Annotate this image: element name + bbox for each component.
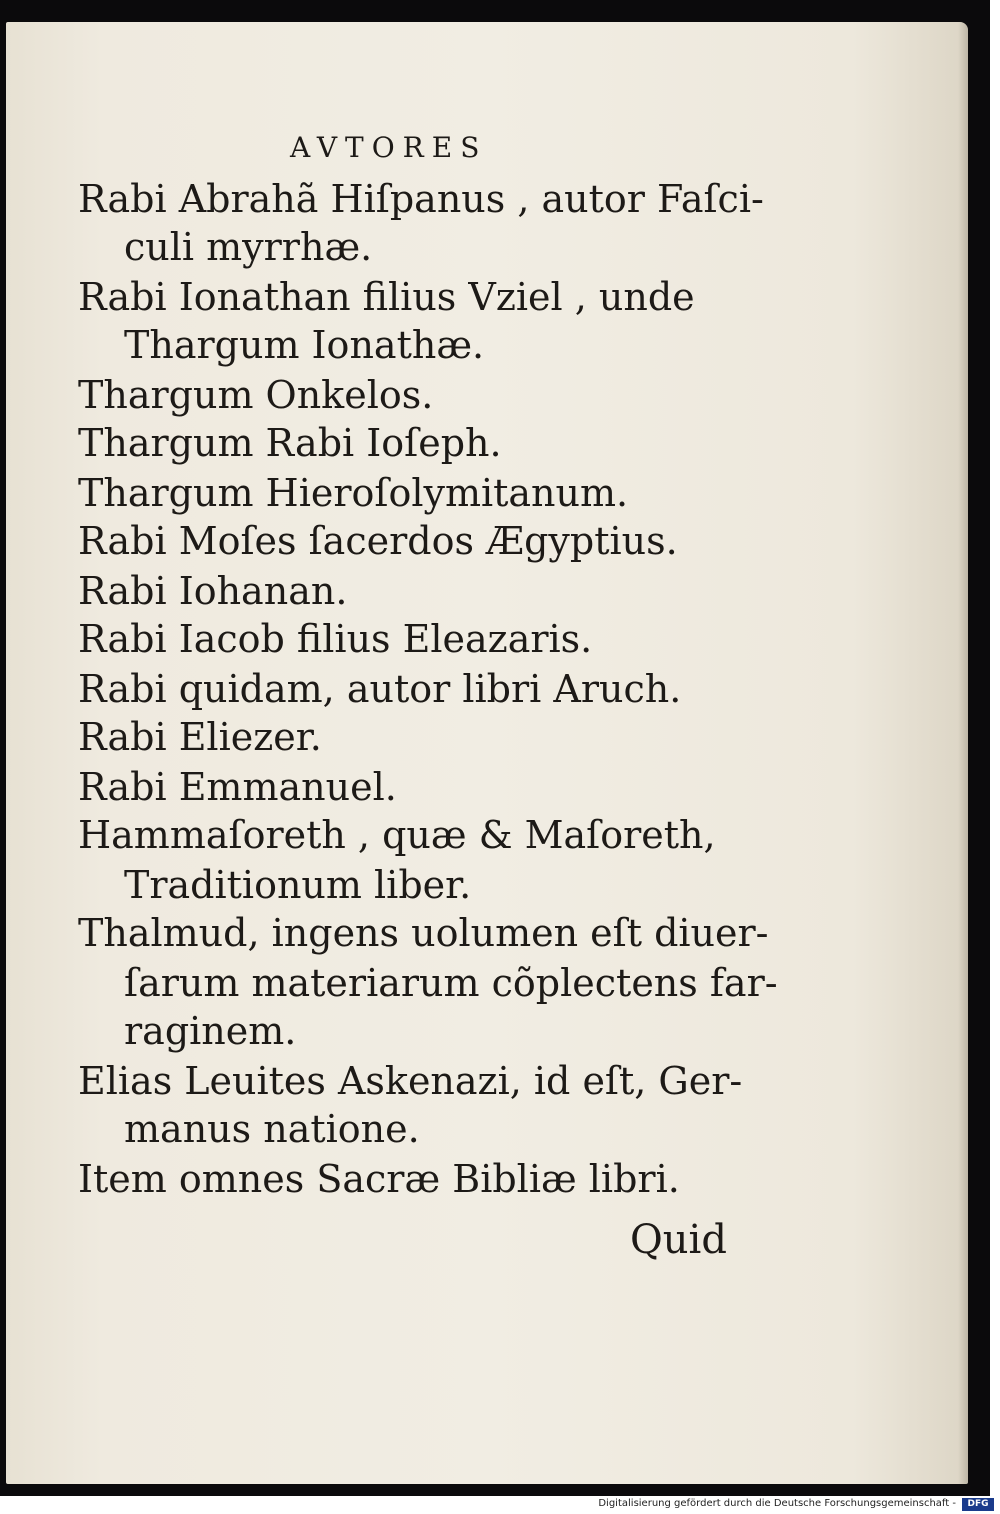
text-line: Thargum Onkelos.	[78, 373, 434, 417]
text-line: Rabi Abrahã Hiſpanus , autor Faſci-	[78, 177, 764, 221]
text-line: raginem.	[124, 1009, 297, 1053]
text-line: Thargum Hieroſolymitanum.	[78, 471, 629, 515]
text-line: Elias Leuites Askenazi, id eſt, Ger-	[78, 1059, 743, 1103]
text-line: Hammaſoreth , quæ & Maſoreth,	[78, 813, 716, 857]
text-line: Thargum Ionathæ.	[124, 323, 485, 367]
text-line: Rabi Eliezer.	[78, 715, 322, 759]
text-line: Rabi Iohanan.	[78, 569, 348, 613]
dfg-logo: DFG	[962, 1498, 994, 1511]
text-line: manus natione.	[124, 1107, 420, 1151]
footer-credit: Digitalisierung gefördert durch die Deutsche Forschungsgemeinschaft -	[598, 1498, 956, 1509]
text-line: ſarum materiarum cõplectens far-	[124, 961, 778, 1005]
text-line: culi myrrhæ.	[124, 225, 373, 269]
text-line: Rabi Moſes ſacerdos Ægyptius.	[78, 519, 678, 563]
text-line: Rabi quidam, autor libri Aruch.	[78, 667, 682, 711]
digitization-footer	[0, 1496, 1000, 1514]
catchword: Quid	[630, 1217, 727, 1263]
text-line: Thargum Rabi Ioſeph.	[78, 421, 502, 465]
text-line: Rabi Emmanuel.	[78, 765, 397, 809]
running-head: AVTORES	[290, 131, 488, 164]
text-line: Thalmud, ingens uolumen eſt diuer-	[78, 911, 769, 955]
text-line: Rabi Iacob filius Eleazaris.	[78, 617, 593, 661]
text-line: Traditionum liber.	[124, 863, 472, 907]
page-edge-shadow	[958, 22, 968, 1484]
book-page	[6, 22, 968, 1484]
text-line: Rabi Ionathan filius Vziel , unde	[78, 275, 695, 319]
text-line: Item omnes Sacræ Bibliæ libri.	[78, 1157, 680, 1201]
